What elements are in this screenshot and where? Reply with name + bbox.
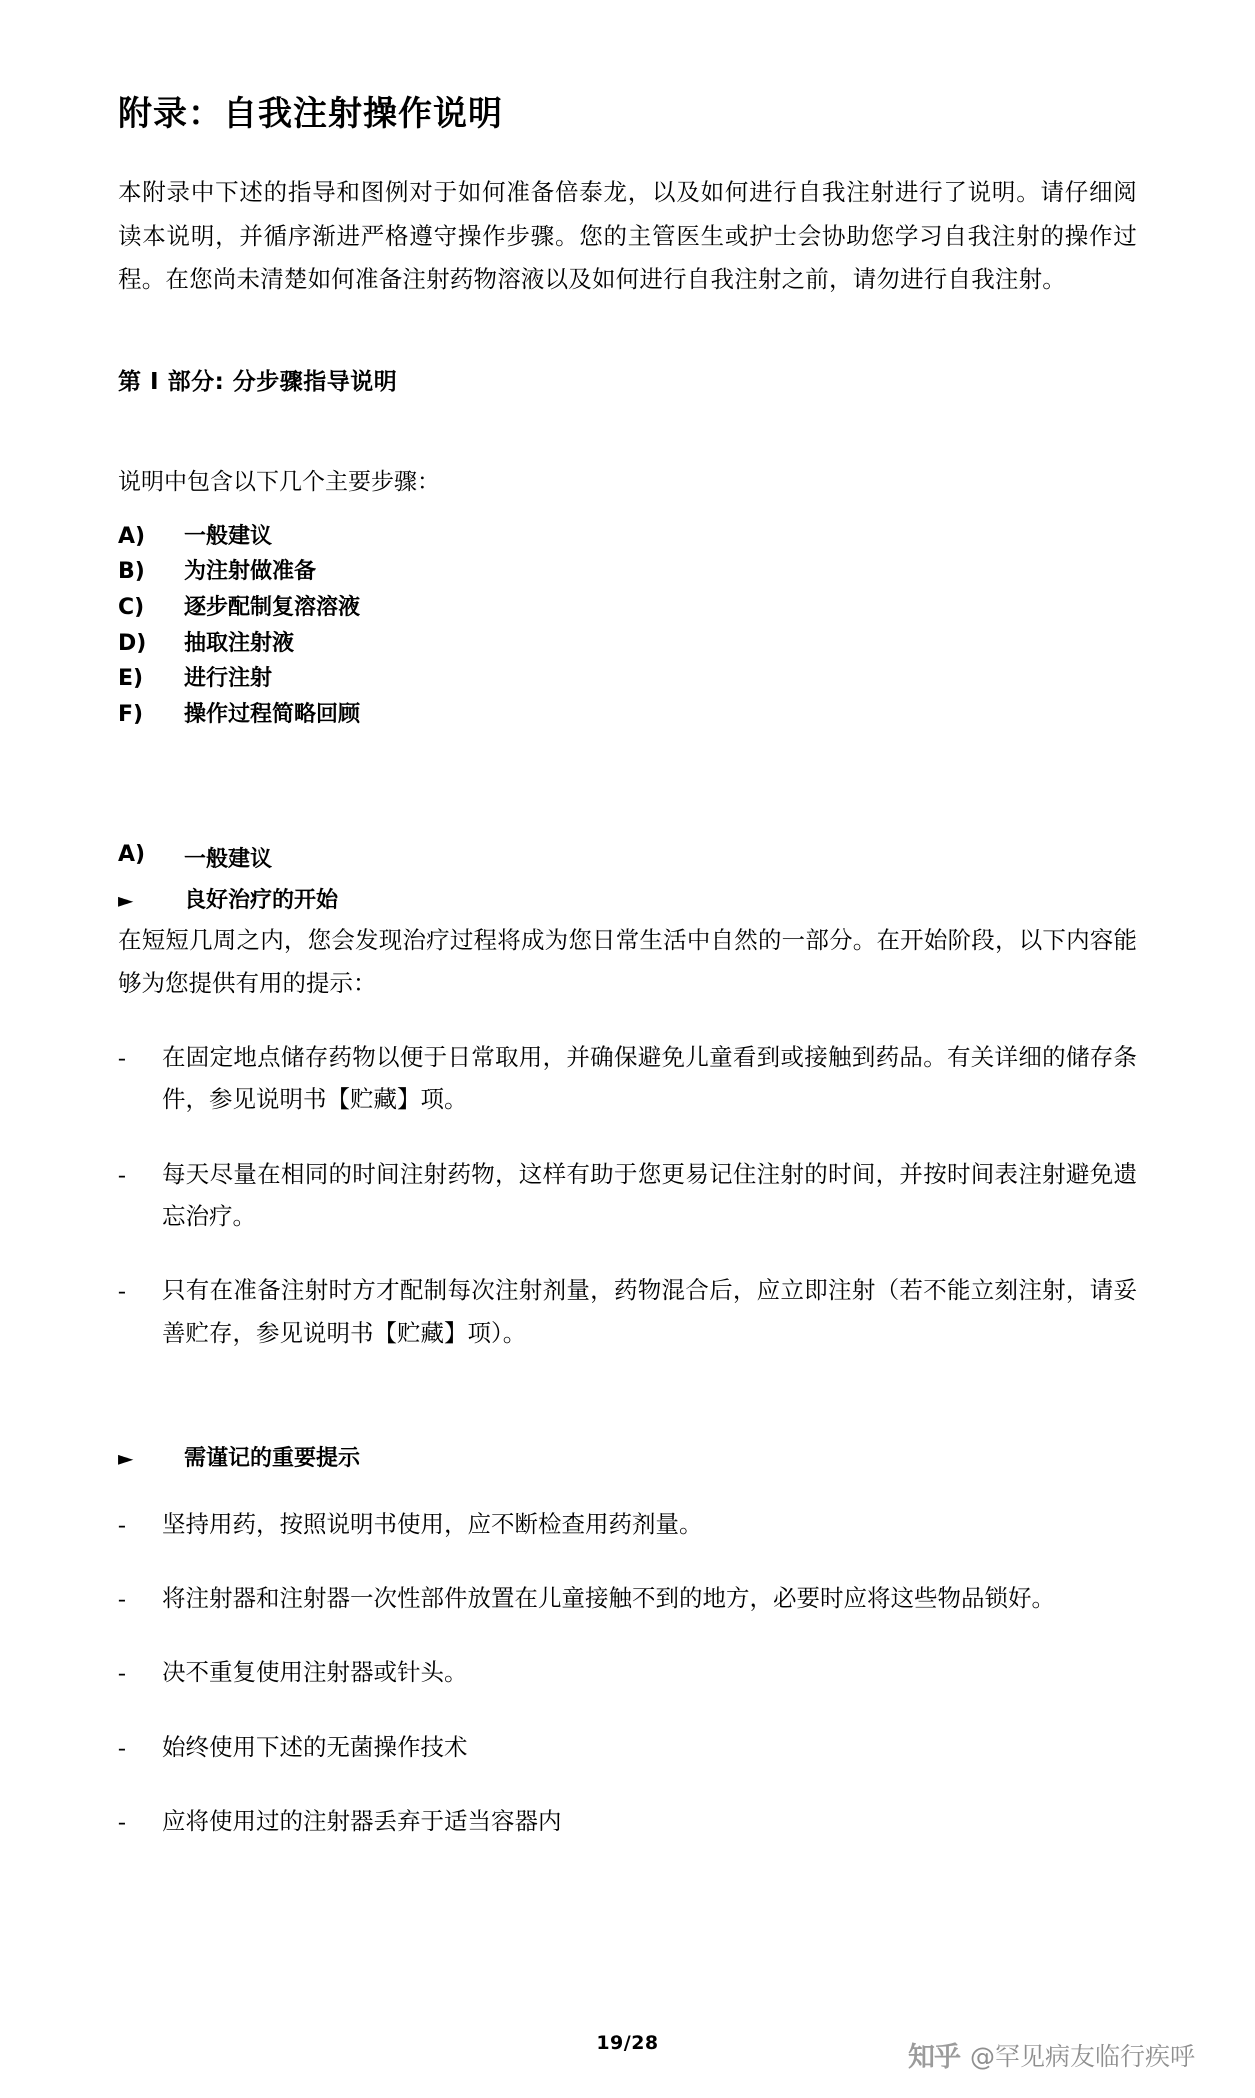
subsection-2-heading [118,1441,1137,1472]
list-item [118,697,1137,733]
dash-marker: - [118,1586,126,1613]
subsection-1-list [118,1037,1137,1355]
step-label: 一般建议 [184,523,273,549]
dash-marker: - [118,1734,126,1761]
step-label: 逐步配制复溶溶液 [184,594,361,620]
list-item-text: 决不重复使用注射器或针头。 [162,1660,468,1687]
step-marker: A) [118,523,146,549]
section-a-heading [118,842,1137,873]
list-item [118,626,1137,662]
dash-marker: - [118,1045,126,1072]
list-item-text: 只有在准备注射时方才配制每次注射剂量，药物混合后，应立即注射（若不能立刻注射，请妥善贮存，参见说明书【贮藏】项）。 [162,1278,1137,1347]
dash-marker: - [118,1161,126,1188]
step-label: 为注射做准备 [184,559,317,585]
list-item-text: 坚持用药，按照说明书使用，应不断检查用药剂量。 [162,1511,703,1538]
subsection-2-list [118,1504,1137,1843]
list-item [118,1652,1137,1694]
list-item-text: 应将使用过的注射器丢弃于适当容器内 [162,1809,562,1835]
subsection-1-heading [118,883,1137,914]
dash-marker: - [118,1511,126,1538]
list-item [118,1037,1137,1122]
dash-marker: - [118,1660,126,1687]
watermark-handle: @罕见病友临行疾呼 [969,2041,1195,2071]
list-item-text: 始终使用下述的无菌操作技术 [162,1734,468,1761]
step-marker: E) [118,666,144,692]
dash-marker: - [118,1809,126,1835]
list-item [118,1154,1137,1239]
section-a-label: 一般建议 [184,847,273,873]
step-label: 抽取注射液 [184,630,295,656]
steps-list [118,519,1137,733]
part-heading: 第 I 部分: 分步骤指导说明 [118,368,398,395]
watermark [908,2035,1195,2074]
list-item-text: 在固定地点储存药物以便于日常取用，并确保避免儿童看到或接触到药品。有关详细的储存条件，参见说明书【贮藏】项。 [162,1045,1137,1114]
list-item [118,1578,1137,1620]
list-item-text: 将注射器和注射器一次性部件放置在儿童接触不到的地方，必要时应将这些物品锁好。 [162,1586,1055,1613]
step-marker: F) [118,701,144,727]
list-item [118,1727,1137,1769]
list-item [118,590,1137,626]
zhihu-logo-icon: 知乎 [907,2042,960,2073]
section-a-marker: A) [118,842,146,868]
list-item [118,1504,1137,1546]
list-item-text: 每天尽量在相同的时间注射药物，这样有助于您更易记住注射的时间，并按时间表注射避免遗忘治疗。 [162,1161,1137,1230]
page-number: 19/28 [596,2032,659,2054]
list-item [118,1270,1137,1355]
list-item [118,1801,1137,1843]
step-label: 进行注射 [184,666,273,692]
subsection-1-title: 良好治疗的开始 [184,888,339,914]
steps-lead-text: 说明中包含以下几个主要步骤： [118,468,440,494]
step-marker: C) [118,594,145,620]
step-marker: B) [118,559,145,585]
step-label: 操作过程简略回顾 [184,701,361,727]
subsection-1-body: 在短短几周之内，您会发现治疗过程将成为您日常生活中自然的一部分。在开始阶段，以下内容能够为您提供有用的提示： [118,928,1137,997]
arrow-bullet-icon: ► [118,1445,134,1470]
step-marker: D) [118,630,147,656]
list-item [118,554,1137,590]
subsection-2-title: 需谨记的重要提示 [184,1445,361,1471]
list-item [118,661,1137,697]
dash-marker: - [118,1278,126,1305]
arrow-bullet-icon: ► [118,888,134,913]
page-title: 附录：自我注射操作说明 [118,94,503,134]
list-item [118,519,1137,555]
intro-paragraph: 本附录中下述的指导和图例对于如何准备倍泰龙，以及如何进行自我注射进行了说明。请仔细阅读本说明，并循序渐进严格遵守操作步骤。您的主管医生或护士会协助您学习自我注射的操作过程。在您尚未清楚如何准备注射药物溶液以及如何进行自我注射之前，请勿进行自我注射。 [118,180,1137,294]
